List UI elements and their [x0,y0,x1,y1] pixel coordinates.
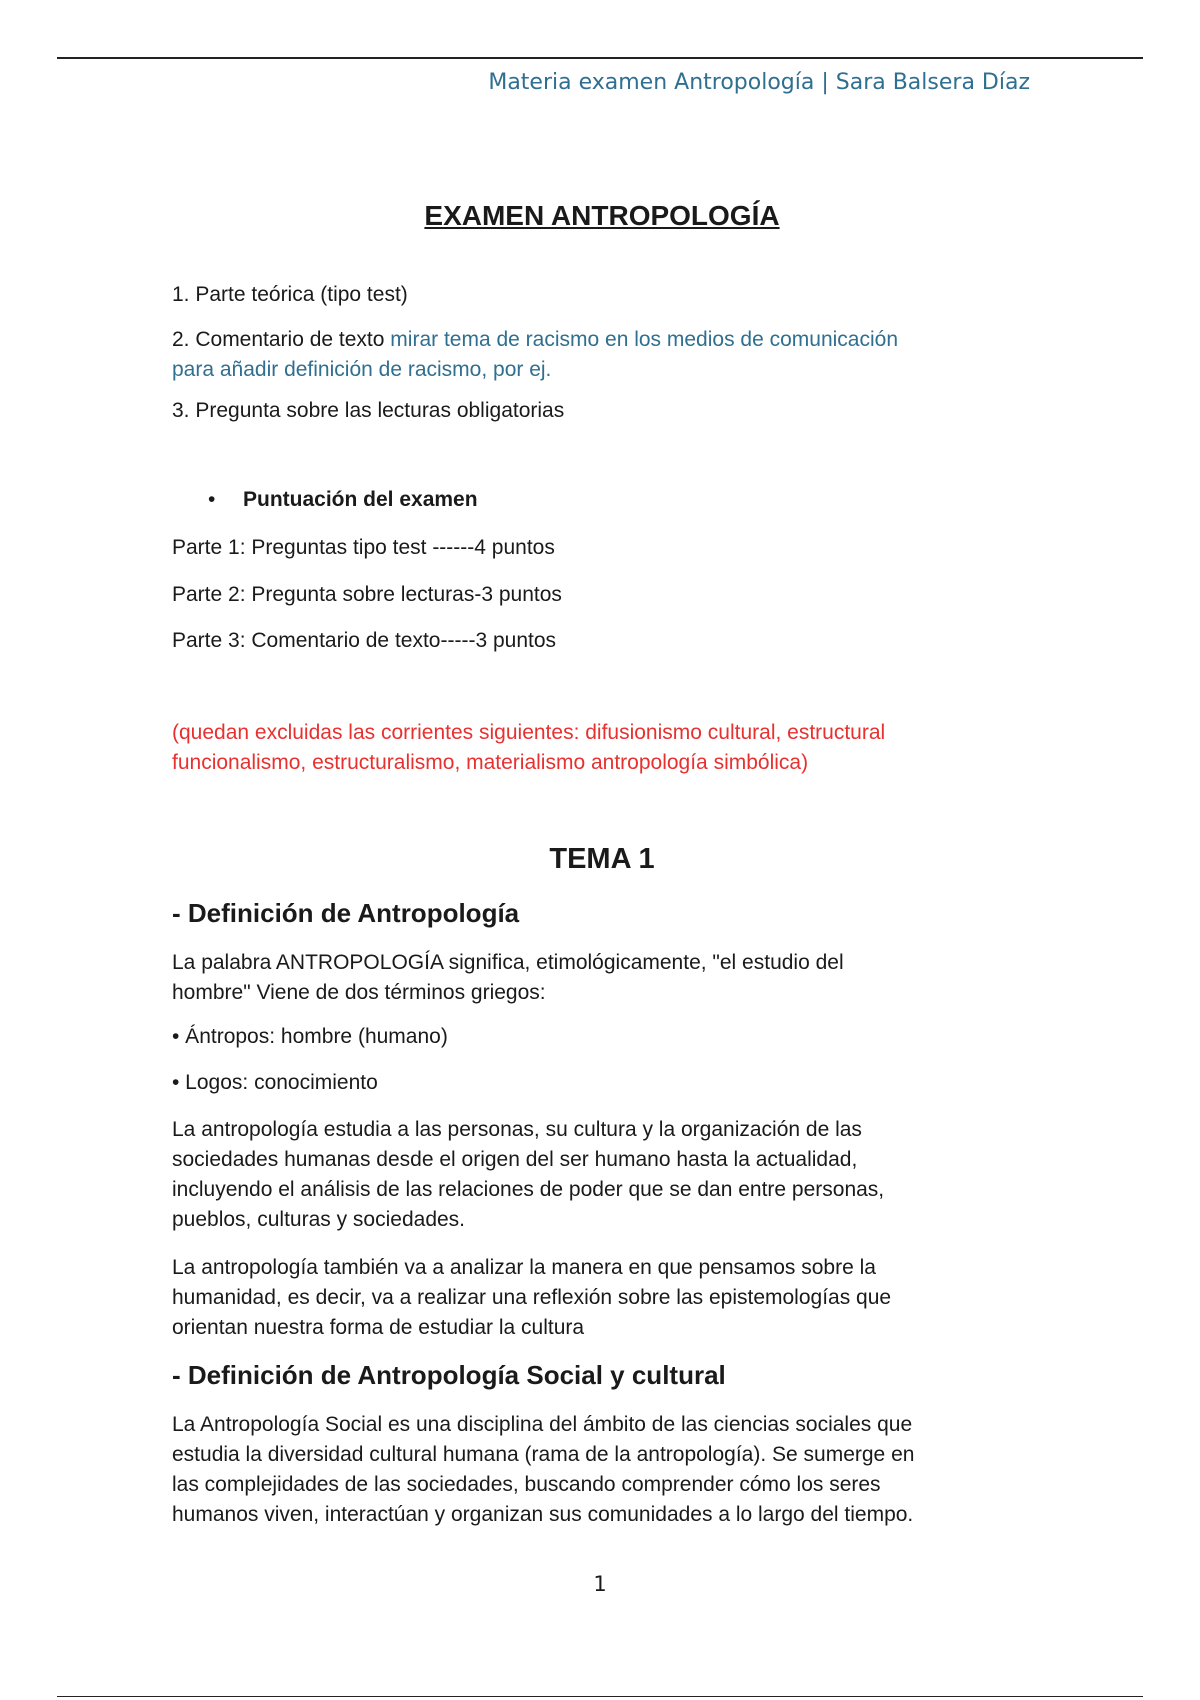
paragraph-line: las complejidades de las sociedades, buscando comprender cómo los seres [172,1473,881,1496]
section-heading-social-cultural: - Definición de Antropología Social y cultural [172,1360,726,1390]
scoring-heading [208,488,478,512]
exam-part-2-note-line1: mirar tema de racismo en los medios de comunicación [390,328,899,351]
page-header: Materia examen Antropología | Sara Balsera Díaz [488,70,1030,95]
scoring-line: Parte 3: Comentario de texto-----3 puntos [172,629,557,652]
paragraph-antropologia-2 [172,1253,891,1343]
exam-part-2-label: 2. Comentario de texto [172,328,391,351]
paragraph-line: orientan nuestra forma de estudiar la cultura [172,1316,585,1339]
list-item: • Ántropos: hombre (humano) [172,1025,448,1048]
paragraph-line: La Antropología Social es una disciplina del ámbito de las ciencias sociales que [172,1413,913,1436]
paragraph-line: humanidad, es decir, va a realizar una reflexión sobre las epistemologías que [172,1286,892,1309]
paragraph-line: incluyendo el análisis de las relaciones de poder que se dan entre personas, [172,1178,885,1201]
scoring-line: Parte 1: Preguntas tipo test ------4 puntos [172,536,555,559]
section-heading-antropologia: - Definición de Antropología [172,898,520,928]
excluded-note [172,718,885,778]
excluded-note-line1: (quedan excluidas las corrientes siguientes: difusionismo cultural, estructural [172,721,886,744]
document-title: EXAMEN ANTROPOLOGÍA [424,200,780,231]
exam-part-1: 1. Parte teórica (tipo test) [172,283,408,306]
excluded-note-line2: funcionalismo, estructuralismo, materialismo antropología simbólica) [172,751,809,774]
paragraph-antropologia-1 [172,1115,884,1235]
paragraph-line: estudia la diversidad cultural humana (rama de la antropología). Se sumerge en [172,1443,915,1466]
exam-part-2-note-line2: para añadir definición de racismo, por ej. [172,358,552,381]
paragraph-line: sociedades humanas desde el origen del ser humano hasta la actualidad, [172,1148,858,1171]
paragraph-social-cultural [172,1410,914,1530]
list-item: • Logos: conocimiento [172,1071,378,1094]
bullet-icon: • [208,488,216,511]
header-rule [57,57,1143,59]
paragraph-line: humanos viven, interactúan y organizan sus comunidades a lo largo del tiempo. [172,1503,914,1526]
footer-rule [57,1696,1143,1697]
paragraph-line: pueblos, culturas y sociedades. [172,1208,466,1231]
page-number: 1 [593,1572,607,1596]
tema-heading: TEMA 1 [549,843,655,875]
exam-part-2 [172,325,898,385]
exam-part-3: 3. Pregunta sobre las lecturas obligatorias [172,399,565,422]
paragraph-line: La antropología también va a analizar la manera en que pensamos sobre la [172,1256,876,1279]
definition-intro-line1: La palabra ANTROPOLOGÍA significa, etimológicamente, "el estudio del [172,951,844,974]
paragraph-line: La antropología estudia a las personas, su cultura y la organización de las [172,1118,862,1141]
scoring-heading-text: Puntuación del examen [243,488,478,511]
definition-intro-line2: hombre" Viene de dos términos griegos: [172,981,546,1004]
definition-intro [172,948,844,1008]
scoring-line: Parte 2: Pregunta sobre lecturas-3 puntos [172,583,562,606]
